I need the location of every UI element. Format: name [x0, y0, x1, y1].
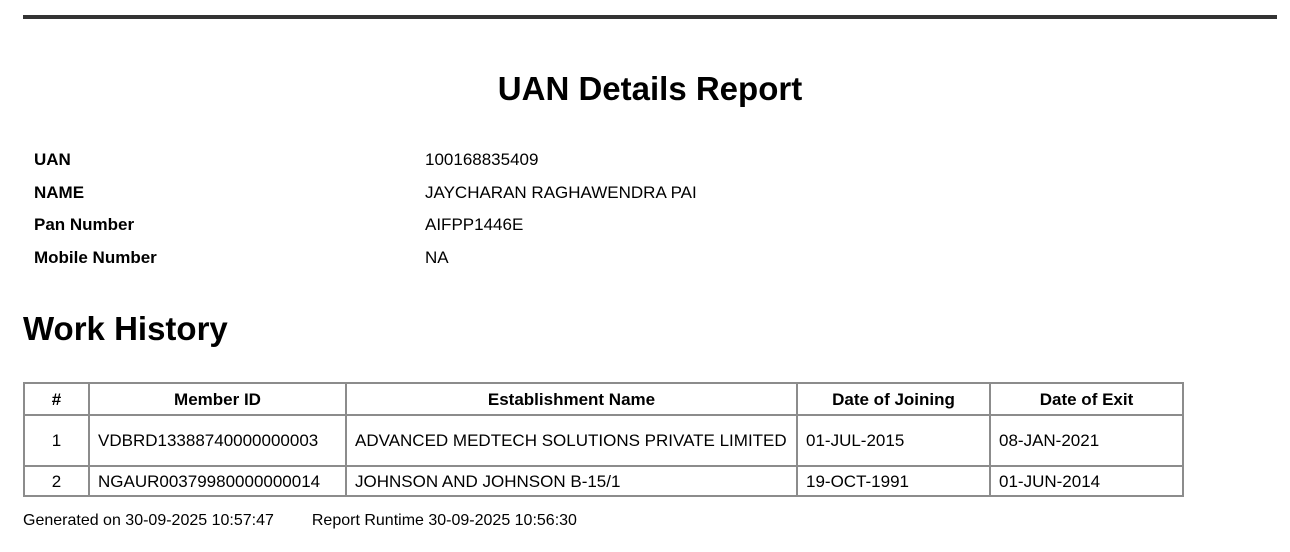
detail-value: AIFPP1446E: [425, 215, 524, 235]
cell-date-exit: 01-JUN-2014: [990, 466, 1183, 496]
table-header-row: [24, 383, 1183, 415]
column-header-doj: Date of Joining: [797, 383, 990, 415]
detail-value: NA: [425, 248, 449, 268]
detail-label: UAN: [34, 150, 71, 169]
detail-label: Pan Number: [34, 215, 135, 235]
table-row: [24, 466, 1183, 496]
column-header-index: #: [24, 383, 89, 415]
cell-member-id: VDBRD13388740000000003: [89, 415, 346, 466]
cell-member-id: NGAUR00379980000000014: [89, 466, 346, 496]
cell-index: 2: [24, 466, 89, 496]
cell-date-joining: 19-OCT-1991: [797, 466, 990, 496]
cell-date-exit: 08-JAN-2021: [990, 415, 1183, 466]
report-runtime: Report Runtime 30-09-2025 10:56:30: [311, 512, 577, 529]
column-header-doe: Date of Exit: [990, 383, 1183, 415]
top-divider: [23, 15, 1277, 19]
table-row: [24, 415, 1183, 466]
cell-index: 1: [24, 415, 89, 466]
detail-label: NAME: [34, 182, 85, 202]
detail-value: JAYCHARAN RAGHAWENDRA PAI: [425, 182, 697, 202]
column-header-member-id: Member ID: [89, 383, 346, 415]
column-header-establishment: Establishment Name: [346, 383, 797, 415]
generated-timestamp: Generated on 30-09-2025 10:57:47: [23, 512, 274, 529]
work-history-title: Work History: [23, 310, 228, 347]
report-title: UAN Details Report: [497, 70, 803, 107]
detail-label: Mobile Number: [34, 248, 157, 268]
work-history-table: [23, 382, 1184, 497]
detail-value: 100168835409: [425, 150, 539, 169]
cell-date-joining: 01-JUL-2015: [797, 415, 990, 466]
cell-establishment: ADVANCED MEDTECH SOLUTIONS PRIVATE LIMITED: [346, 415, 797, 466]
cell-establishment: JOHNSON AND JOHNSON B-15/1: [346, 466, 797, 496]
report-footer: [23, 511, 577, 531]
